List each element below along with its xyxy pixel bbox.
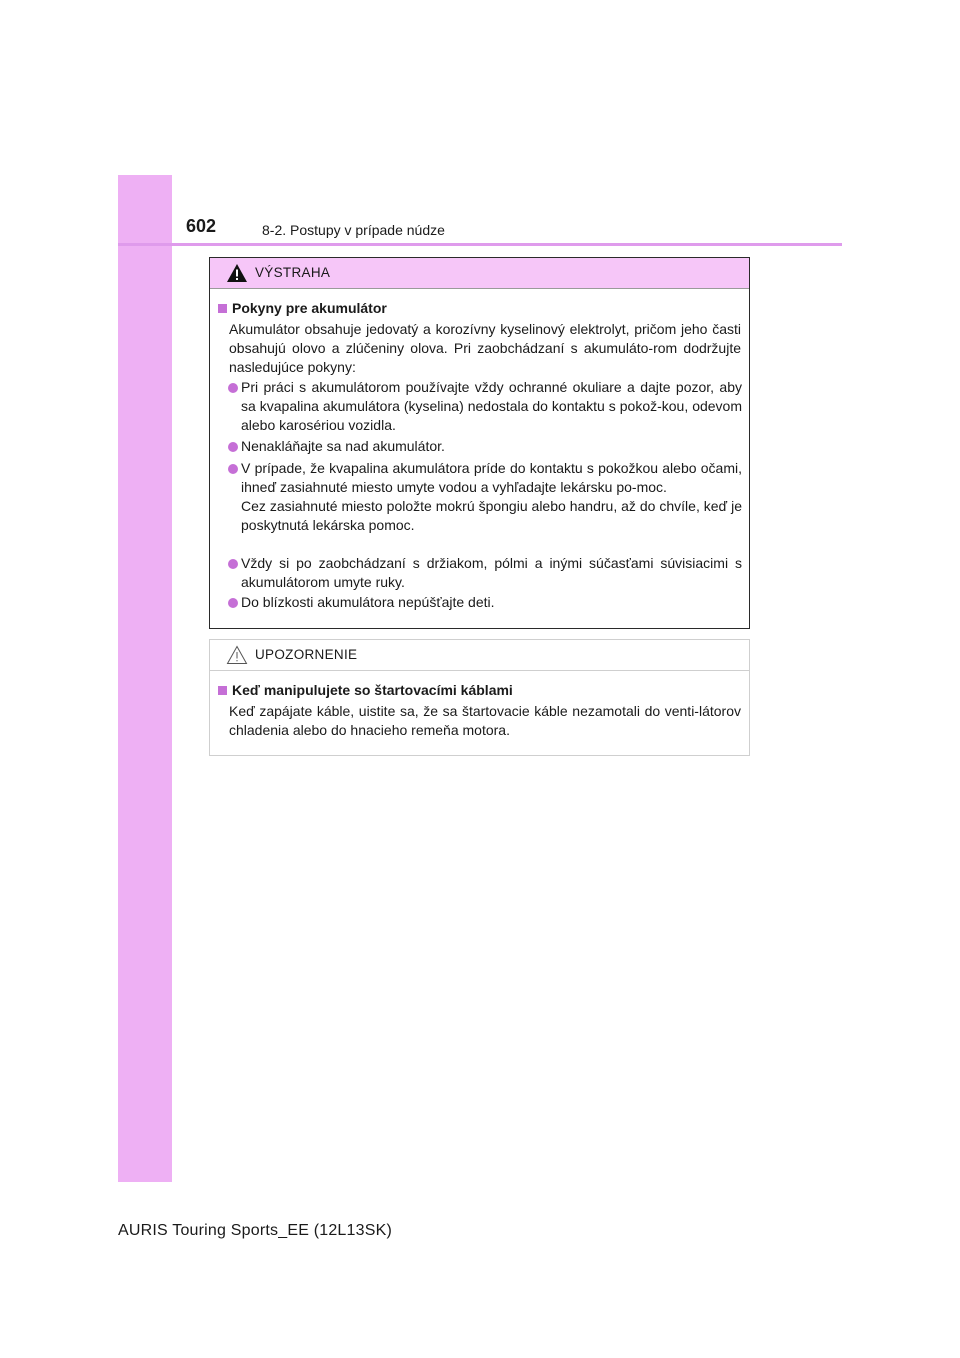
caution-text: Keď zapájate káble, uistite sa, že sa štartovacie káble nezamotali do venti-látorov chladenia alebo do hnacieho remeňa motora. — [229, 703, 741, 738]
caution-box-header — [210, 640, 749, 671]
footer-model-code: AURIS Touring Sports_EE (12L13SK) — [118, 1222, 392, 1239]
page-number: 602 — [186, 216, 217, 236]
warning-bullet-1: Pri práci s akumulátorom používajte vždy ochranné okuliare a dajte pozor, aby sa kvapalina akumulátora (kyselina) nedostala do kontaktu s pokož-kou, odevom alebo karosériou vozidla. — [228, 378, 742, 435]
square-bullet-icon — [218, 304, 227, 313]
caution-triangle-outline-icon — [226, 645, 248, 665]
round-bullet-icon — [228, 464, 238, 474]
warning-triangle-icon — [226, 263, 248, 283]
warning-bullet-4: Vždy si po zaobchádzaní s držiakom, pólmi a inými súčasťami súvisiacimi s akumulátorom umyte ruky. — [228, 554, 742, 592]
warning-intro: Akumulátor obsahuje jedovatý a korozívny kyselinový elektrolyt, pričom jeho časti obsahujú olovo a zlúčeniny olova. Pri zaobchádzaní s akumuláto-rom dodržujte nasledujúce pokyny: — [229, 321, 741, 375]
round-bullet-icon — [228, 598, 238, 608]
header-rule — [118, 243, 842, 246]
caution-subheading-row — [218, 682, 513, 698]
warning-box-header — [210, 258, 749, 289]
warning-box — [209, 257, 750, 629]
caution-box — [209, 639, 750, 756]
warning-label: VÝSTRAHA — [255, 265, 331, 280]
caution-label: UPOZORNENIE — [255, 647, 358, 662]
warning-bullet-3-continuation: Cez zasiahnuté miesto položte mokrú špongiu alebo handru, až do chvíle, keď je poskytnutá lekárska pomoc. — [241, 498, 742, 533]
warning-subheading-row — [218, 300, 387, 316]
warning-bullet-3: V prípade, že kvapalina akumulátora príde do kontaktu s pokožkou alebo očami, ihneď zasiahnuté miesto umyte vodou a vyhľadajte lekársku po-moc. Cez zasiahnuté miesto položte mokrú špongiu alebo handru, až do chvíle, keď je poskytnutá lekárska pomoc. — [228, 459, 742, 535]
caution-subheading: Keď manipulujete so štartovacími káblami — [232, 682, 513, 698]
warning-bullet-5: Do blízkosti akumulátora nepúšťajte deti. — [228, 593, 742, 612]
square-bullet-icon — [218, 686, 227, 695]
round-bullet-icon — [228, 383, 238, 393]
round-bullet-icon — [228, 559, 238, 569]
round-bullet-icon — [228, 442, 238, 452]
side-tab-bar — [118, 175, 172, 1182]
warning-bullet-2: Nenakláňajte sa nad akumulátor. — [228, 437, 742, 456]
section-title: 8-2. Postupy v prípade núdze — [262, 222, 445, 238]
warning-subheading: Pokyny pre akumulátor — [232, 300, 387, 316]
